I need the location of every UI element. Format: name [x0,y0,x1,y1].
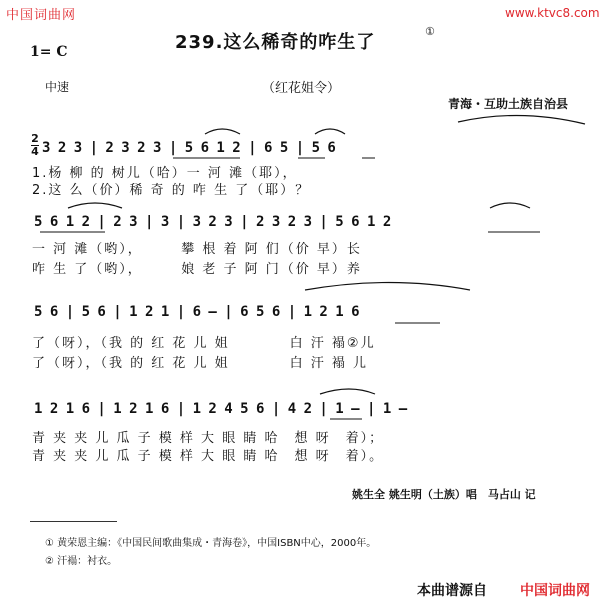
footnote-divider [30,521,117,522]
title-footnote-mark: ① [425,25,435,38]
time-signature-bottom: 4 [31,145,39,158]
song-region: 青海・互助土族自治县 [448,97,569,111]
footnote-1: ① 黄荣恩主编：《中国民间歌曲集成・青海卷》，中国ISBN中心，2000年。 [45,538,377,549]
footnote-2: ② 汗褟：衬衣。 [45,556,118,567]
score-line-2-notes: 5 6 1 2 | 2 3 | 3 | 3 2 3 | 2 3 2 3 | 5 6 1 2 [34,214,392,230]
time-signature-top: 2 [31,132,39,145]
score-line-4-lyric-1: 青 夹 夹 儿 瓜 子 模 样 大 眼 睛 哈 想 呀 着）； [32,431,385,446]
source-site-link[interactable]: 中国词曲网 [520,583,590,599]
tempo-marking: 中速 [45,80,70,94]
song-subtitle: （红花姐令） [262,81,341,96]
watermark-right: www.ktvc8.com [505,6,600,20]
score-line-2-lyric-1: 一 河 滩（哟）， 攀 根 着 阿 们（价 早）长 [32,242,362,257]
score-line-4-notes: 1 2 1 6 | 1 2 1 6 | 1 2 4 5 6 | 4 2 | 1 — | 1 — [34,401,408,417]
credits: 姚生全 姚生明（土族）唱 马占山 记 [352,488,536,501]
song-title: 239.这么稀奇的咋生了 [175,32,376,53]
score-line-3-lyric-2: 了（呀），（我 的 红 花 儿 姐 白 汗 褟 儿 [32,356,369,371]
score-line-1-notes: 3 2 3 | 2 3 2 3 | 5 6 1 2 | 6 5 | 5 6 [42,140,336,156]
score-line-3-lyric-1: 了（呀），（我 的 红 花 儿 姐 白 汗 褟②儿 [32,336,376,351]
score-line-3-notes: 5 6 | 5 6 | 1 2 1 | 6 — | 6 5 6 | 1 2 1 6 [34,304,360,320]
score-line-1-lyric-2: 2.这 么（价）稀 奇 的 咋 生 了（耶）？ [32,183,311,198]
watermark-left: 中国词曲网 [6,8,77,23]
key-signature: 1= C [30,44,68,60]
score-line-4-lyric-2: 青 夹 夹 儿 瓜 子 模 样 大 眼 睛 哈 想 呀 着）。 [32,449,385,464]
score-line-1-lyric-1: 1.杨 柳 的 树儿（哈）一 河 滩（耶）， [32,166,298,181]
source-label: 本曲谱源自 [417,583,487,599]
score-line-2-lyric-2: 咋 生 了（哟）， 娘 老 子 阿 门（价 早）养 [32,262,362,277]
